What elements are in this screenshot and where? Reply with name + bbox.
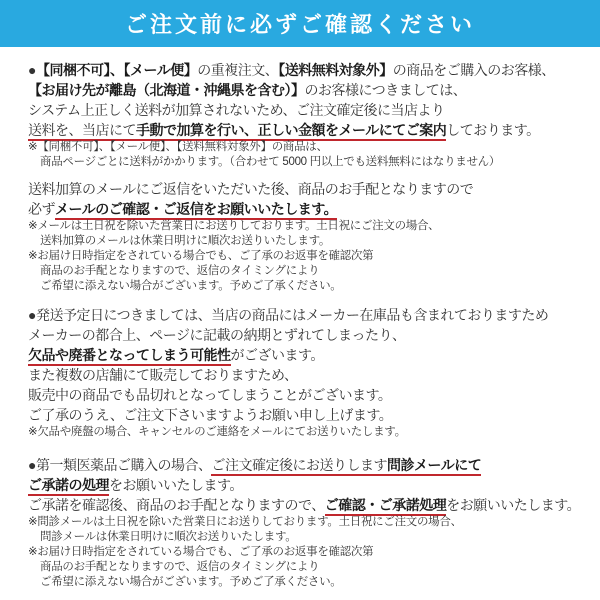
text-segment: また複数の店舗にて販売しておりますため、 xyxy=(28,367,298,383)
emphasized-text: メールのご確認・ご返信をお願いいたします。 xyxy=(55,201,337,220)
text-segment: ※メールは土日祝を除いた営業日にお送りしております。土日祝にご注文の場合、 xyxy=(28,220,440,232)
notice-line xyxy=(28,60,578,80)
notice-line xyxy=(28,140,578,155)
emphasized-text: 手動で加算を行い、正しい金額をメールにてご案内 xyxy=(136,122,446,141)
notice-line xyxy=(28,80,578,100)
text-segment: がございます。 xyxy=(230,347,324,363)
text-segment: ご希望に添えない場合がございます。予めご了承ください。 xyxy=(40,576,342,588)
notice-line xyxy=(28,405,578,425)
notice-line xyxy=(28,425,578,440)
section-mail-reply xyxy=(28,179,578,294)
text-segment: 商品のお手配となりますので、返信のタイミングにより xyxy=(40,561,320,573)
text-segment: ※お届け日時指定をされている場合でも、ご了承のお返事を確認次第 xyxy=(28,546,374,558)
section-shipping-date xyxy=(28,305,578,440)
text-segment: 送料加算のメールにご返信をいただいた後、商品のお手配となりますので xyxy=(28,181,474,197)
notice-body xyxy=(0,47,600,590)
section-pharmaceutical xyxy=(28,455,581,590)
text-segment: のお客様につきましては、 xyxy=(304,82,467,98)
text-segment: の商品をご購入のお客様、 xyxy=(392,62,555,78)
emphasized-text: ご注文確定後にお送りします xyxy=(211,457,387,476)
notice-header xyxy=(0,0,600,47)
emphasized-text: ご承諾の処理 xyxy=(28,477,109,496)
text-segment: ● xyxy=(28,62,36,78)
text-segment: 商品のお手配となりますので、返信のタイミングにより xyxy=(40,265,320,277)
text-segment: しております。 xyxy=(446,122,540,138)
text-segment: 【送料無料対象外】 xyxy=(278,62,393,78)
notice-line xyxy=(28,279,578,294)
text-segment: ※【同梱不可】、【メール便】、【送料無料対象外】の商品は、 xyxy=(28,141,328,153)
text-segment: をお願いいたします。 xyxy=(109,477,243,493)
text-segment: ※お届け日時指定をされている場合でも、ご了承のお返事を確認次第 xyxy=(28,250,374,262)
text-segment: 問診メールは休業日明けに順次お送りいたします。 xyxy=(40,531,297,543)
text-segment: 必ず xyxy=(28,201,55,217)
text-segment: 【同梱不可】、【メール便】 xyxy=(35,62,198,78)
notice-line xyxy=(28,365,578,385)
emphasized-text: 問診メールにて xyxy=(387,457,481,476)
emphasized-text: 欠品や廃番となってしまう可能性 xyxy=(28,347,231,366)
text-segment: ●発送予定日につきましては、当店の商品にはメーカー在庫品も含まれておりますため xyxy=(28,307,549,323)
notice-line xyxy=(28,560,578,575)
text-segment: の重複注文、 xyxy=(197,62,279,78)
section-shipping-surcharge xyxy=(28,60,578,170)
notice-line xyxy=(28,495,581,515)
notice-line xyxy=(28,575,578,590)
text-segment: ※問診メールは土日祝を除いた営業日にお送りしております。土日祝にご注文の場合、 xyxy=(28,516,462,528)
text-segment: ●第一類医薬品ご購入の場合、 xyxy=(28,457,212,473)
notice-line xyxy=(28,179,578,199)
notice-line xyxy=(28,385,578,405)
text-segment: 【お届け先が離島（北海道・沖縄県を含む）】 xyxy=(28,82,305,98)
text-segment: 販売中の商品でも品切れとなってしまうことがございます。 xyxy=(28,387,392,403)
notice-line xyxy=(28,264,578,279)
text-segment: ご希望に添えない場合がございます。予めご了承ください。 xyxy=(40,280,342,292)
notice-line xyxy=(28,530,578,545)
text-segment: ご承諾を確認後、商品のお手配となりますので、 xyxy=(28,497,325,513)
notice-line xyxy=(28,249,578,264)
text-segment: をお願いいたします。 xyxy=(446,497,581,513)
text-segment: 送料加算のメールは休業日明けに順次お送りいたします。 xyxy=(40,235,331,247)
notice-line xyxy=(28,120,578,140)
page-title: ご注文前に必ずご確認ください xyxy=(124,12,475,37)
notice-line xyxy=(28,155,578,170)
notice-line xyxy=(28,475,578,495)
notice-line xyxy=(28,305,578,325)
emphasized-text: 送料を、当店にて xyxy=(28,122,136,141)
text-segment: ※欠品や廃盤の場合、キャンセルのご連絡をメールにてお送りいたします。 xyxy=(28,426,406,438)
notice-line xyxy=(28,325,578,345)
notice-line xyxy=(28,545,578,560)
notice-line xyxy=(28,515,578,530)
notice-line xyxy=(28,345,578,365)
notice-line xyxy=(28,455,578,475)
text-segment: ご了承のうえ、ご注文下さいますようお願い申し上げます。 xyxy=(28,407,393,423)
notice-line xyxy=(28,199,578,219)
notice-line xyxy=(28,219,578,234)
emphasized-text: ご確認・ご承諾処理 xyxy=(325,497,447,516)
text-segment: システム上正しく送料が加算されないため、ご注文確定後に当店より xyxy=(28,102,445,118)
notice-line xyxy=(28,100,578,120)
notice-line xyxy=(28,234,578,249)
text-segment: メーカーの都合上、ページに記載の納期とずれてしまったり、 xyxy=(28,327,406,343)
text-segment: 商品ページごとに送料がかかります。（合わせて 5000 円以上でも送料無料にはなりません） xyxy=(40,156,501,168)
